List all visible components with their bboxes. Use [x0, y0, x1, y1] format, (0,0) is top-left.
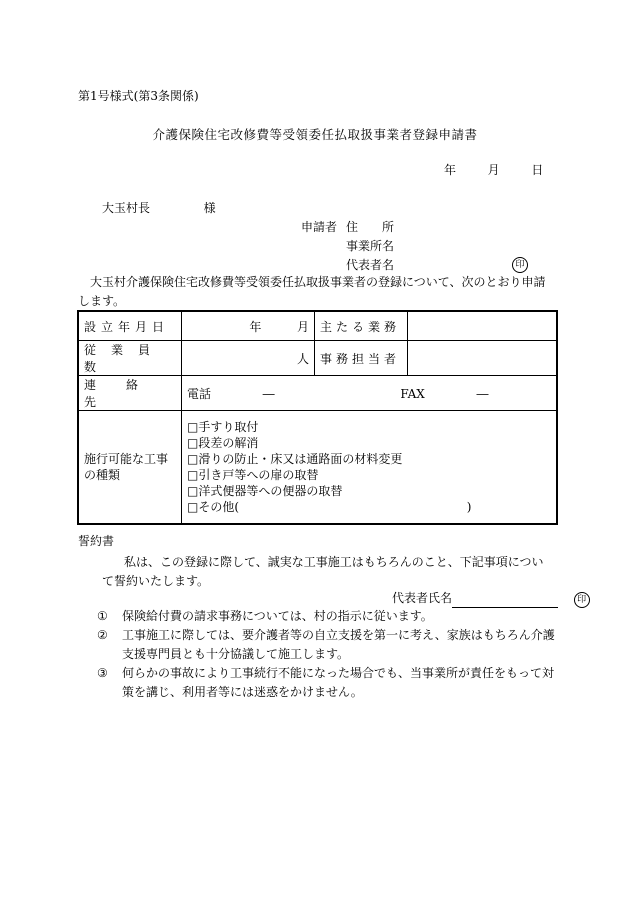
addressee-name: 大玉村長 [102, 201, 151, 215]
application-table [77, 310, 558, 525]
pledge-item [97, 607, 555, 626]
applicant-label: 申請者 [301, 220, 338, 234]
pledge-item [97, 626, 555, 664]
work-item-floor[interactable]: □滑りの防止・床又は通路面の材料変更 [187, 452, 403, 466]
employees-label: 従業員数 [84, 343, 166, 374]
pledge-item-text: 保険給付費の請求事務については、村の指示に従います。 [122, 609, 433, 623]
work-item-other-close: ) [466, 500, 472, 514]
pledge-item-num: ① [97, 609, 108, 623]
pledge-representative [392, 589, 590, 608]
contact-value-cell[interactable] [182, 376, 558, 411]
applicant-seal [512, 256, 528, 273]
date-month: 月 [487, 163, 500, 177]
addressee [102, 199, 216, 216]
works-label: 施行可能な工事の種類 [84, 452, 169, 482]
pledge-item-num: ② [97, 628, 108, 642]
applicant-office-label: 事業所名 [346, 239, 395, 253]
pledge-title: 誓約書 [78, 534, 115, 548]
fax-label: FAX [400, 386, 425, 401]
applicant-representative-label: 代表者名 [346, 258, 395, 272]
table-row [78, 341, 557, 376]
contact-label: 連絡先 [84, 378, 169, 409]
seal-icon: 印 [574, 592, 590, 608]
table-row [78, 311, 557, 341]
employees-value-cell[interactable] [182, 341, 315, 376]
tel-dash: ― [262, 386, 275, 401]
established-label-cell [78, 311, 182, 341]
contact-label-cell [78, 376, 182, 411]
fax-dash: ― [476, 386, 489, 401]
document-title: 介護保険住宅改修費等受領委任払取扱事業者登録申請書 [152, 127, 478, 142]
main-business-label: 主たる業務 [320, 319, 401, 334]
work-item-toilet[interactable]: □洋式便器等への便器の取替 [187, 484, 343, 498]
addressee-suffix: 様 [203, 201, 216, 215]
applicant-address-label: 住 所 [346, 220, 395, 234]
seal-icon: 印 [512, 257, 528, 273]
rep-label: 代表者氏名 [392, 591, 453, 605]
work-item-door[interactable]: □引き戸等への扉の取替 [187, 468, 319, 482]
pledge-item-num: ③ [97, 666, 108, 680]
main-business-value-cell[interactable] [408, 311, 558, 341]
clerk-value-cell[interactable] [408, 341, 558, 376]
rep-signature-line[interactable] [452, 593, 558, 608]
work-item-other[interactable] [187, 499, 551, 515]
established-label: 設立年月日 [84, 319, 170, 334]
pledge-item-text: 工事施工に際しては、要介護者等の自立支援を第一に考え、家族はもちろん介護支援専門員とも十分協議して施工します。 [122, 628, 555, 661]
works-list-cell [182, 411, 558, 525]
established-value-cell[interactable] [182, 311, 315, 341]
pledge-item-text: 何らかの事故により工事続行不能になった場合でも、当事業所が責任をもって対策を講じ、利用者等には迷惑をかけません。 [122, 666, 555, 699]
clerk-label: 事務担当者 [320, 351, 401, 366]
main-business-label-cell [315, 311, 408, 341]
established-year: 年 [249, 319, 262, 334]
tel-label: 電話 [187, 386, 212, 401]
work-item-handrail[interactable]: □手すり取付 [187, 420, 259, 434]
employees-unit: 人 [296, 351, 309, 366]
date-day: 日 [531, 163, 544, 177]
pledge-body: 私は、この登録に際して、誠実な工事施工はもちろんのこと、下記事項について誓約いたします。 [102, 555, 544, 588]
pledge-item [97, 664, 555, 702]
form-number: 第1号様式(第3条関係) [78, 89, 199, 103]
work-item-other-label: □その他( [187, 500, 240, 514]
works-list [187, 413, 551, 521]
works-label-cell [78, 411, 182, 525]
intro-text: 大玉村介護保険住宅改修費等受領委任払取扱事業者の登録について、次のとおり申請します。 [78, 275, 546, 308]
table-row [78, 376, 557, 411]
date-year: 年 [444, 163, 457, 177]
clerk-label-cell [315, 341, 408, 376]
table-row [78, 411, 557, 525]
established-month: 月 [296, 319, 309, 334]
employees-label-cell [78, 341, 182, 376]
date-line [444, 161, 543, 178]
work-item-step[interactable]: □段差の解消 [187, 436, 259, 450]
